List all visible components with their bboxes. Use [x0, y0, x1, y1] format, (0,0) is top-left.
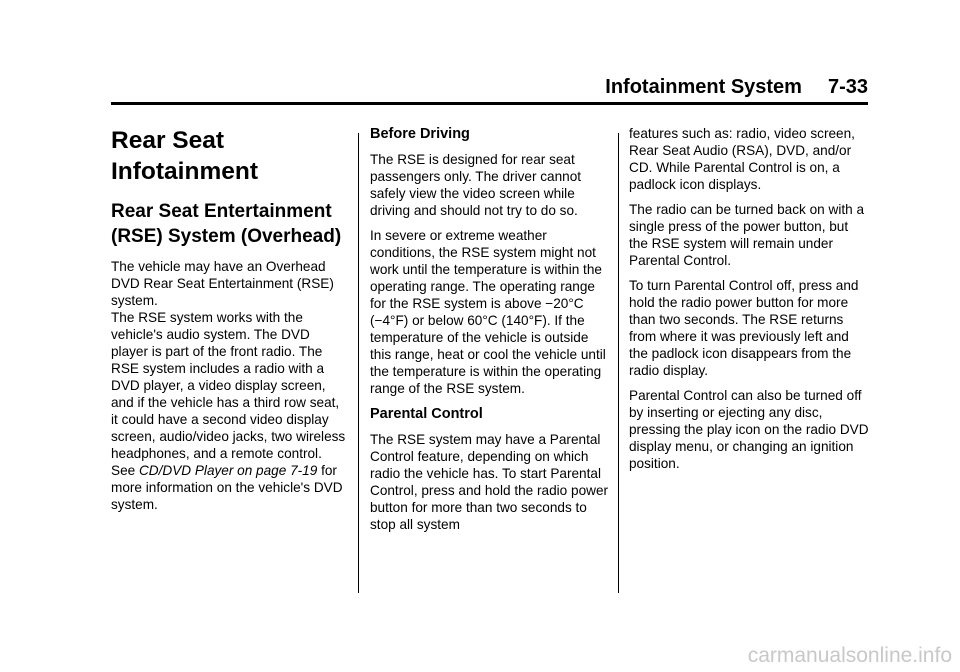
column-divider-1 [358, 133, 359, 593]
header-page-number: 7-33 [827, 76, 868, 98]
header-section-title: Infotainment System [605, 76, 802, 98]
watermark-text: carmanualsonline.info [747, 644, 952, 667]
radio-power-paragraph: The radio can be turned back on with a single press of the power button, but the RSE system will remain under Parental Control. [629, 202, 865, 268]
section-title-line1: Rear Seat [111, 127, 225, 154]
page-header [605, 76, 868, 99]
subsection-title [111, 199, 347, 249]
subsection-title-line1: Rear Seat Entertainment [111, 201, 332, 222]
parental-control-heading: Parental Control [370, 406, 483, 422]
section-title-line2: Infotainment [111, 158, 258, 185]
section-title [111, 125, 347, 187]
rse-intro-paragraph: The vehicle may have an Overhead DVD Rear Seat Entertainment (RSE) system. [111, 259, 334, 308]
before-driving-paragraph: The RSE is designed for rear seat passengers only. The driver cannot safely view the video screen while driving and should not try to do so. [370, 152, 582, 218]
parental-control-paragraph: The RSE system may have a Parental Control feature, depending on which radio the vehicle has. To start Parental Control, press and hold the radio power button for more than two seconds to stop all system [370, 432, 609, 532]
header-rule [111, 102, 868, 105]
operating-range-paragraph: In severe or extreme weather conditions, the RSE system might not work until the temperature is within the operating range. The operating range for the RSE system is above −20°C (−4°F) or below 60°C (140°F). If the temperature of the vehicle is outside this range, heat or cool the vehicle until the temperature is within the operating range of the RSE system. [370, 228, 606, 396]
column-divider-2 [618, 133, 619, 593]
column-2 [370, 125, 610, 541]
parental-off-alt-paragraph: Parental Control can also be turned off by inserting or ejecting any disc, pressing the play icon on the radio DVD display menu, or changing an ignition position. [629, 388, 869, 471]
cd-dvd-player-link[interactable]: CD/DVD Player on page 7-19 [138, 463, 318, 478]
rse-description-tail: for more information on the vehicle's DVD system. [111, 463, 343, 512]
parental-features-paragraph: features such as: radio, video screen, Rear Seat Audio (RSA), DVD, and/or CD. While Parental Control is on, a padlock icon displays. [629, 126, 855, 192]
column-1 [111, 125, 347, 521]
subsection-title-line2: (RSE) System (Overhead) [111, 226, 342, 247]
column-3 [629, 125, 869, 480]
rse-description-text: The RSE system works with the vehicle's audio system. The DVD player is part of the front radio. The RSE system includes a radio with a DVD player, a video display screen, and if the vehicle has a third row seat, it could have a second video display screen, audio/video jacks, two wireless headphones, and a remote control. See [111, 310, 346, 478]
parental-off-paragraph: To turn Parental Control off, press and hold the radio power button for more than two seconds. The RSE returns from where it was previously left and the padlock icon disappears from the radio display. [629, 278, 859, 378]
rse-description-paragraph [111, 309, 347, 513]
before-driving-heading: Before Driving [370, 126, 470, 142]
